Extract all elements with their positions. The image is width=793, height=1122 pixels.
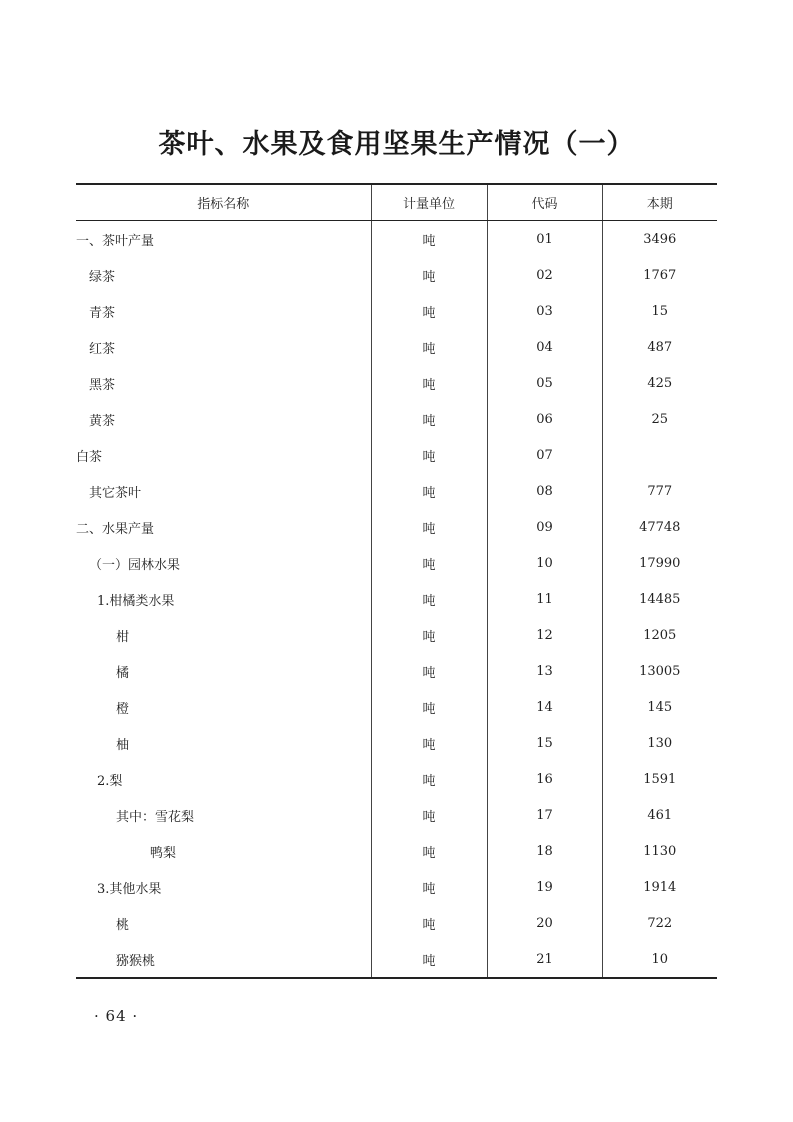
indicator-name-cell: 柚: [116, 737, 130, 753]
code-cell: 20: [487, 905, 602, 941]
table-row: [76, 905, 717, 941]
unit-cell: 吨: [371, 473, 487, 509]
unit-cell: 吨: [371, 725, 487, 761]
indicator-name-cell: 二、水果产量: [76, 521, 155, 537]
value-cell: 17990: [602, 545, 717, 581]
table-row: [76, 797, 717, 833]
production-table: [76, 183, 717, 979]
code-cell: 14: [487, 689, 602, 725]
table-row: [76, 869, 717, 905]
table-row: [76, 473, 717, 509]
unit-cell: 吨: [371, 797, 487, 833]
unit-cell: 吨: [371, 617, 487, 653]
value-cell: 425: [602, 365, 717, 401]
table-row: [76, 545, 717, 581]
indicator-name-cell: 橘: [116, 665, 130, 681]
header-code: 代码: [487, 184, 602, 221]
header-indicator-name: 指标名称: [76, 184, 371, 221]
table-row: [76, 725, 717, 761]
table-body: [76, 221, 717, 979]
value-cell: 1130: [602, 833, 717, 869]
unit-cell: 吨: [371, 869, 487, 905]
indicator-name-cell: 一、茶叶产量: [76, 233, 155, 249]
unit-cell: 吨: [371, 941, 487, 978]
value-cell: 13005: [602, 653, 717, 689]
unit-cell: 吨: [371, 329, 487, 365]
indicator-name-cell: 红茶: [89, 341, 116, 357]
unit-cell: 吨: [371, 833, 487, 869]
value-cell: 777: [602, 473, 717, 509]
code-cell: 12: [487, 617, 602, 653]
value-cell: 14485: [602, 581, 717, 617]
code-cell: 08: [487, 473, 602, 509]
unit-cell: 吨: [371, 905, 487, 941]
unit-cell: 吨: [371, 365, 487, 401]
code-cell: 02: [487, 257, 602, 293]
header-row: [76, 184, 717, 221]
table-row: [76, 653, 717, 689]
unit-cell: 吨: [371, 293, 487, 329]
unit-cell: 吨: [371, 545, 487, 581]
value-cell: 461: [602, 797, 717, 833]
indicator-name-cell: 1.柑橘类水果: [97, 593, 175, 609]
unit-cell: 吨: [371, 437, 487, 473]
value-cell: 1205: [602, 617, 717, 653]
value-cell: 1767: [602, 257, 717, 293]
table-row: [76, 761, 717, 797]
table-header: [76, 184, 717, 221]
indicator-name-cell: 3.其他水果: [97, 881, 162, 897]
indicator-name-cell: （一）园林水果: [89, 557, 181, 573]
unit-cell: 吨: [371, 761, 487, 797]
code-cell: 11: [487, 581, 602, 617]
code-cell: 10: [487, 545, 602, 581]
code-cell: 15: [487, 725, 602, 761]
table-row: [76, 689, 717, 725]
value-cell: 25: [602, 401, 717, 437]
value-cell: 145: [602, 689, 717, 725]
unit-cell: 吨: [371, 653, 487, 689]
table-row: [76, 401, 717, 437]
table-row: [76, 257, 717, 293]
table-row: [76, 329, 717, 365]
value-cell: 130: [602, 725, 717, 761]
page-number: · 64 ·: [94, 1007, 139, 1025]
indicator-name-cell: 桃: [116, 917, 130, 933]
unit-cell: 吨: [371, 581, 487, 617]
value-cell: [602, 437, 717, 473]
header-unit: 计量单位: [371, 184, 487, 221]
value-cell: 10: [602, 941, 717, 978]
indicator-name-cell: 其它茶叶: [89, 485, 142, 501]
unit-cell: 吨: [371, 401, 487, 437]
code-cell: 17: [487, 797, 602, 833]
unit-cell: 吨: [371, 221, 487, 258]
page-title: 茶叶、水果及食用坚果生产情况（一）: [158, 129, 635, 160]
table-row: [76, 509, 717, 545]
indicator-name-cell: 柑: [116, 629, 130, 645]
code-cell: 21: [487, 941, 602, 978]
indicator-name-cell: 橙: [116, 701, 130, 717]
value-cell: 15: [602, 293, 717, 329]
code-cell: 16: [487, 761, 602, 797]
table-row: [76, 941, 717, 978]
table-row: [76, 221, 717, 258]
table-row: [76, 833, 717, 869]
header-current-period: 本期: [602, 184, 717, 221]
code-cell: 13: [487, 653, 602, 689]
indicator-name-cell: 其中：雪花梨: [116, 809, 195, 825]
value-cell: 722: [602, 905, 717, 941]
indicator-name-cell: 鸭梨: [150, 845, 177, 861]
code-cell: 09: [487, 509, 602, 545]
table-row: [76, 293, 717, 329]
table-row: [76, 437, 717, 473]
indicator-name-cell: 青茶: [89, 305, 116, 321]
code-cell: 03: [487, 293, 602, 329]
code-cell: 19: [487, 869, 602, 905]
value-cell: 47748: [602, 509, 717, 545]
value-cell: 1914: [602, 869, 717, 905]
value-cell: 3496: [602, 221, 717, 258]
code-cell: 18: [487, 833, 602, 869]
indicator-name-cell: 猕猴桃: [76, 941, 371, 978]
indicator-name-cell: 白茶: [76, 449, 103, 465]
value-cell: 487: [602, 329, 717, 365]
indicator-name-cell: 绿茶: [89, 269, 116, 285]
code-cell: 01: [487, 221, 602, 258]
unit-cell: 吨: [371, 509, 487, 545]
indicator-name-cell: 黄茶: [89, 413, 116, 429]
value-cell: 1591: [602, 761, 717, 797]
table-row: [76, 581, 717, 617]
unit-cell: 吨: [371, 689, 487, 725]
code-cell: 07: [487, 437, 602, 473]
table-row: [76, 617, 717, 653]
code-cell: 04: [487, 329, 602, 365]
code-cell: 06: [487, 401, 602, 437]
unit-cell: 吨: [371, 257, 487, 293]
code-cell: 05: [487, 365, 602, 401]
indicator-name-cell: 黑茶: [89, 377, 116, 393]
table-row: [76, 365, 717, 401]
indicator-name-cell: 2.梨: [97, 773, 123, 789]
